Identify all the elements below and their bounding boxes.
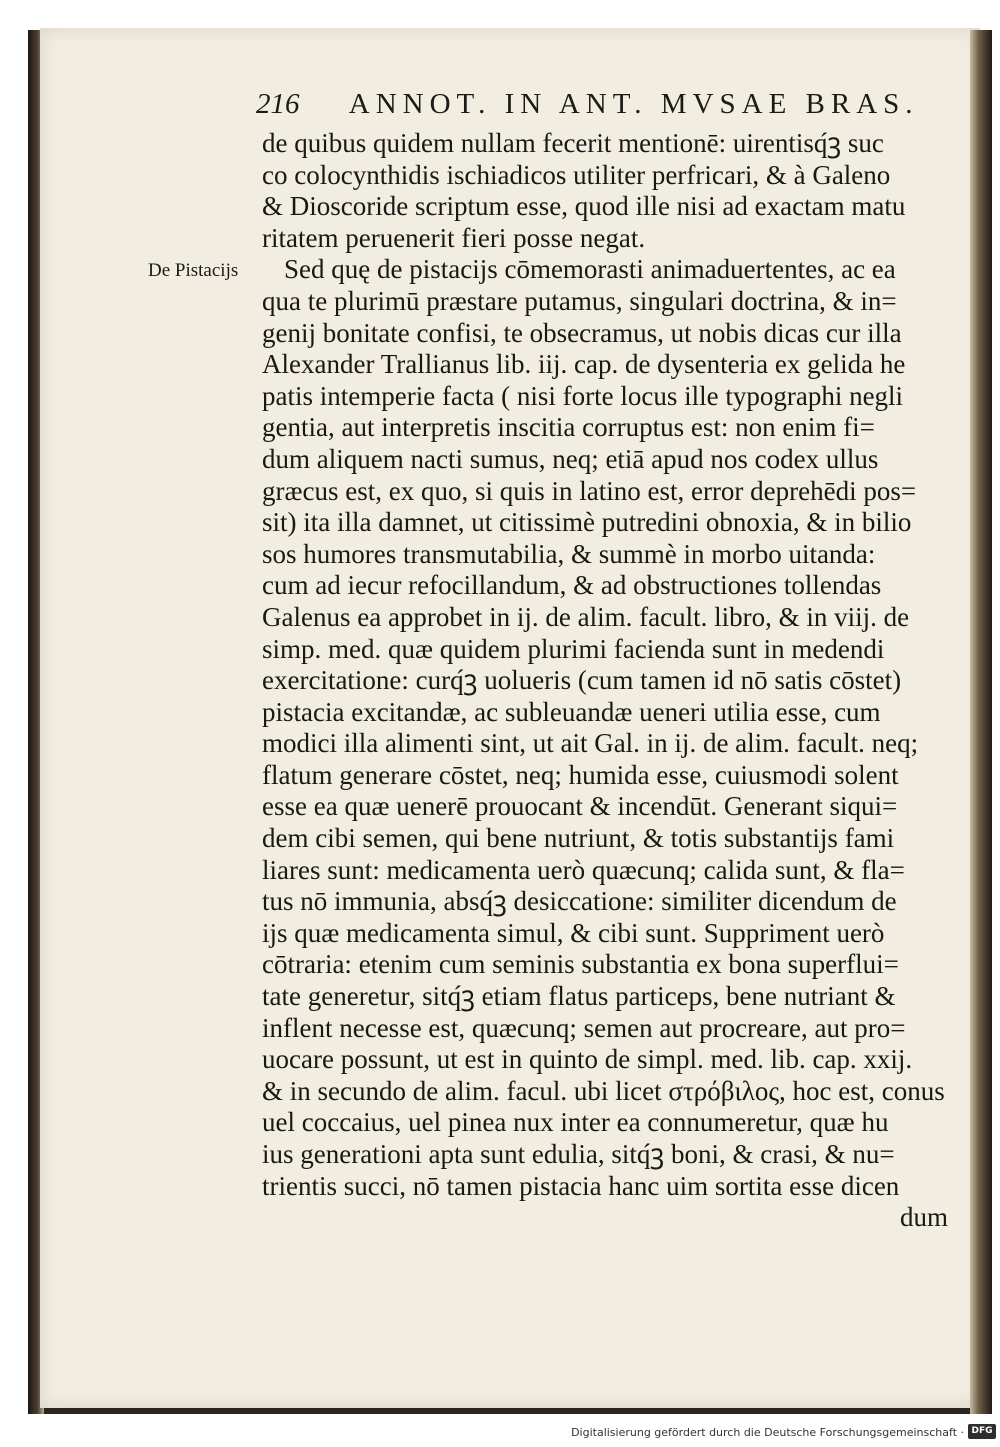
text-line: flatum generare cōstet, neq; humida esse, cuiusmodi solent — [262, 759, 899, 790]
text-line: sos humores transmutabilia, & summè in morbo uitanda: — [262, 538, 876, 569]
text-line: patis intemperie facta ( nisi forte locus ille typographi negli — [262, 380, 904, 411]
text-line: gentia, aut interpretis inscitia corruptus est: non enim fi= — [262, 412, 875, 443]
marginal-note: De Pistacijs — [148, 260, 239, 281]
text-line: Galenus ea approbet in ij. de alim. facult. libro, & in viij. de — [262, 601, 910, 632]
text-line: de quibus quidem nullam fecerit mentionē: uirentisq́ꝫ suc — [262, 128, 884, 158]
text-line: Alexander Trallianus lib. iij. cap. de dysenteria ex gelida he — [262, 349, 906, 380]
funding-credit: Digitalisierung gefördert durch die Deutsche Forschungsgemeinschaft · — [571, 1426, 964, 1439]
text-line: tate generetur, sitq́ꝫ etiam flatus particeps, bene nutriant & — [262, 981, 896, 1012]
text-line: uocare possunt, ut est in quinto de simpl. med. lib. cap. xxij. — [262, 1044, 913, 1075]
text-line: ritatem peruenerit fieri posse negat. — [262, 222, 646, 253]
binding-edge-right — [970, 30, 992, 1414]
text-line: ijs quæ medicamenta simul, & cibi sunt. Suppriment uerò — [262, 917, 885, 948]
text-line: esse ea quæ uenerē prouocant & incendūt. Generant siqui= — [262, 791, 898, 822]
text-line: qua te plurimū præstare putamus, singulari doctrina, & in= — [262, 285, 897, 316]
text-line: pistacia excitandæ, ac subleuandæ ueneri utilia esse, cum — [262, 696, 881, 727]
text-line: Sed quę de pistacijs cōmemorasti animaduertentes, ac ea — [284, 254, 896, 285]
text-line: sit) ita illa damnet, ut citissimè putredini obnoxia, & in bilio — [262, 507, 912, 538]
text-line: dum aliquem nacti sumus, neq; etiā apud nos codex ullus — [262, 443, 879, 474]
text-line: cum ad iecur refocillandum, & ad obstructiones tollendas — [262, 570, 882, 601]
text-line: uel coccaius, uel pinea nux inter ea connumeretur, quæ hu — [262, 1107, 889, 1138]
text-line: cōtraria: etenim cum seminis substantia ex bona superflui= — [262, 949, 899, 980]
text-line: exercitatione: curq́ꝫ uolueris (cum tamen id nō satis cōstet) — [262, 665, 902, 696]
text-line: modici illa alimenti sint, ut ait Gal. in ij. de alim. facult. neq; — [262, 728, 919, 759]
running-head — [256, 88, 919, 122]
text-line: tus nō immunia, absq́ꝫ desiccatione: similiter dicendum de — [262, 886, 897, 917]
digitization-footer — [0, 1418, 1000, 1447]
text-line: co colocynthidis ischiadicos utiliter perfricari, & à Galeno — [262, 159, 891, 190]
text-line: & Dioscoride scriptum esse, quod ille nisi ad exactam matu — [262, 191, 906, 222]
text-line: dem cibi semen, qui bene nutriunt, & totis substantijs fami — [262, 823, 895, 854]
dfg-logo: DFG — [968, 1424, 996, 1439]
text-line: inflent necesse est, quæcunq; semen aut procreare, aut pro= — [262, 1012, 906, 1043]
page-number: 216 — [256, 88, 300, 120]
text-line: simp. med. quæ quidem plurimi facienda sunt in medendi — [262, 633, 885, 664]
text-line: ius generationi apta sunt edulia, sitq́ꝫ boni, & crasi, & nu= — [262, 1139, 895, 1169]
running-head-title: ANNOT. IN ANT. MVSAE BRAS. — [348, 88, 919, 120]
catchword: dum — [899, 1202, 948, 1233]
text-line: & in secundo de alim. facul. ubi licet στρόβιλος, hoc est, conus — [262, 1075, 945, 1106]
body-text — [262, 128, 952, 1234]
text-line: liares sunt: medicamenta uerò quæcunq; calida sunt, & fla= — [262, 854, 905, 885]
text-line: genij bonitate confisi, te obsecramus, ut nobis dicas cur illa — [262, 317, 902, 348]
text-line: trientis succi, nō tamen pistacia hanc uim sortita esse dicen — [262, 1170, 900, 1201]
text-line: græcus est, ex quo, si quis in latino est, error deprehēdi pos= — [262, 475, 917, 506]
